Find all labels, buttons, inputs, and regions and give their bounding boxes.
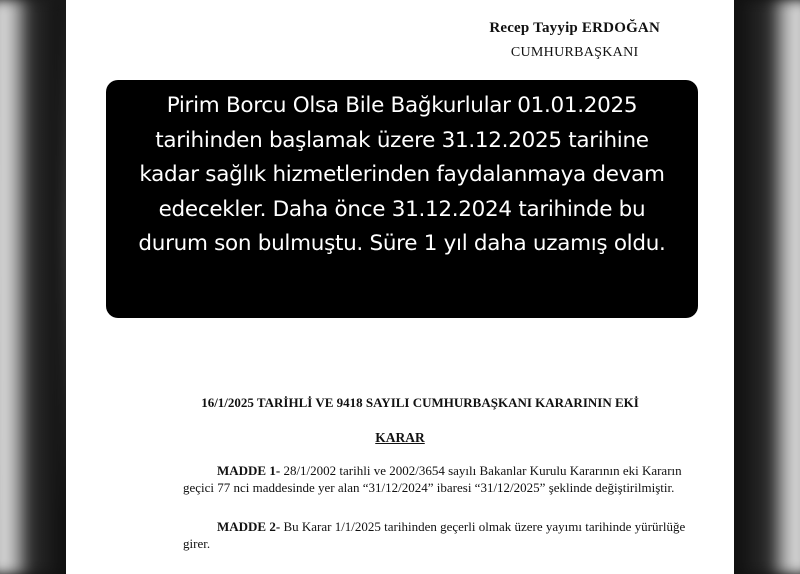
caption-line: kadar sağlık hizmetlerinden faydalanmaya devam — [139, 162, 665, 187]
caption-line: Pirim Borcu Olsa Bile Bağkurlular 01.01.2025 — [166, 93, 638, 118]
article-2-line2: girer. — [183, 536, 211, 551]
article-1-line1: 28/1/2002 tarihli ve 2002/3654 sayılı Bakanlar Kurulu Kararının eki Kararın — [280, 463, 682, 478]
caption-overlay — [106, 80, 698, 318]
signature-block — [489, 20, 660, 61]
article-1-label: MADDE 1- — [217, 463, 281, 478]
signer-role: CUMHURBAŞKANI — [510, 45, 639, 60]
article-2-line1: Bu Karar 1/1/2025 tarihinden geçerli olmak üzere yayımı tarihinde yürürlüğe — [280, 519, 686, 534]
karar-title: KARAR — [375, 430, 425, 445]
caption-line: edecekler. Daha önce 31.12.2024 tarihinde bu — [158, 196, 646, 222]
article-2-label: MADDE 2- — [217, 519, 281, 534]
signer-name: Recep Tayyip ERDOĞAN — [489, 20, 660, 36]
blurred-edge-right — [738, 0, 800, 574]
caption-line: tarihinden başlamak üzere 31.12.2025 tarihine — [155, 127, 649, 153]
blurred-edge-left — [0, 0, 62, 574]
decree-heading: 16/1/2025 TARİHLİ VE 9418 SAYILI CUMHURBAŞKANI KARARININ EKİ — [201, 395, 639, 410]
caption-line: durum son bulmuştu. Süre 1 yıl daha uzamış oldu. — [138, 231, 666, 256]
article-1 — [183, 462, 743, 496]
article-2 — [183, 518, 743, 552]
article-1-line2: geçici 77 nci maddesinde yer alan “31/12/2024” ibaresi “31/12/2025” şeklinde değiştirilmiştir. — [183, 480, 675, 495]
